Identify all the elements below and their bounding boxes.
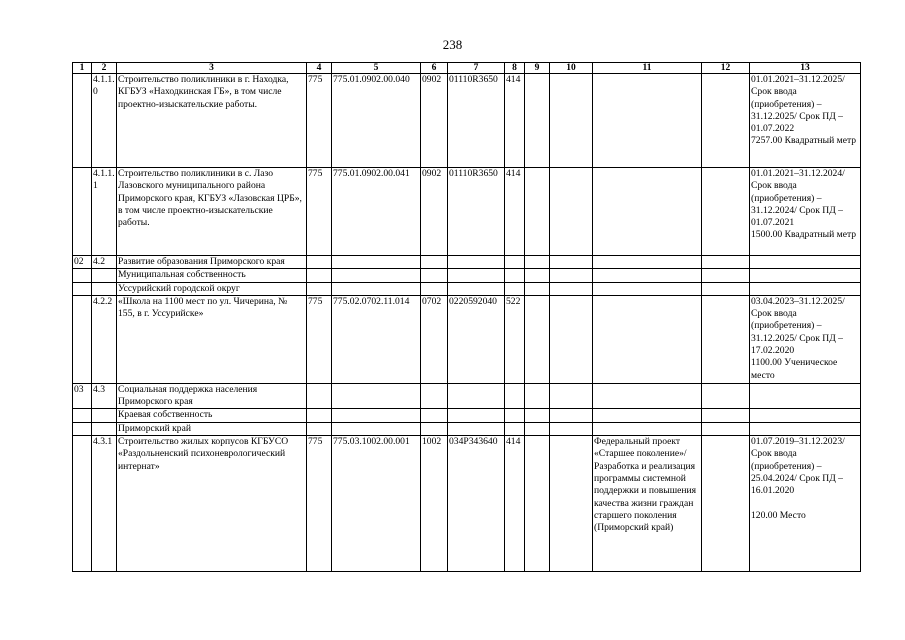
table-body [73,74,861,572]
header-row [73,63,861,74]
budget-table [72,62,861,572]
cell-col-1: 02 [73,256,92,269]
column-header-6: 6 [421,63,448,74]
cell-col-11 [593,383,702,409]
cell-col-5: 775.02.0702.11.014 [332,295,421,383]
cell-col-2: 4.2.2 [92,295,117,383]
cell-col-11 [593,295,702,383]
cell-col-1 [73,282,92,295]
cell-col-9 [525,383,550,409]
cell-col-4 [307,383,332,409]
cell-col-6 [421,409,448,422]
cell-col-2 [92,269,117,282]
cell-col-1: 03 [73,383,92,409]
cell-col-5 [332,422,421,435]
cell-col-13: 01.01.2021–31.12.2024/ Срок ввода (приобретения) – 31.12.2024/ Срок ПД – 01.07.2021 1500.00 Квадратный метр [750,168,861,256]
cell-col-8 [505,269,525,282]
cell-col-10 [550,436,593,572]
cell-col-12 [702,282,750,295]
column-header-2: 2 [92,63,117,74]
column-header-9: 9 [525,63,550,74]
cell-col-12 [702,269,750,282]
cell-col-4 [307,282,332,295]
section-row [73,269,861,282]
cell-col-12 [702,74,750,168]
cell-col-10 [550,168,593,256]
cell-col-13 [750,282,861,295]
cell-col-3: Уссурийский городской округ [117,282,307,295]
cell-col-5 [332,409,421,422]
cell-col-10 [550,422,593,435]
cell-col-1 [73,436,92,572]
cell-col-5: 775.01.0902.00.041 [332,168,421,256]
table-row [73,168,861,256]
cell-col-10 [550,269,593,282]
cell-col-11 [593,256,702,269]
cell-col-6 [421,422,448,435]
cell-col-12 [702,436,750,572]
cell-col-7 [448,269,505,282]
cell-col-10 [550,256,593,269]
cell-col-13 [750,383,861,409]
cell-col-3: Муниципальная собственность [117,269,307,282]
cell-col-11 [593,422,702,435]
cell-col-13: 03.04.2023–31.12.2025/ Срок ввода (приобретения) – 31.12.2025/ Срок ПД – 17.02.2020 1100.00 Ученическое место [750,295,861,383]
cell-col-7 [448,383,505,409]
cell-col-1 [73,422,92,435]
cell-col-8 [505,383,525,409]
cell-col-4 [307,256,332,269]
cell-col-5 [332,383,421,409]
cell-col-1 [73,74,92,168]
cell-col-9 [525,74,550,168]
cell-col-12 [702,168,750,256]
page-number: 238 [442,37,463,52]
cell-col-7 [448,409,505,422]
cell-col-13: 01.07.2019–31.12.2023/ Срок ввода (приобретения) – 25.04.2024/ Срок ПД – 16.01.2020 120.00 Место [750,436,861,572]
cell-col-12 [702,422,750,435]
column-header-1: 1 [73,63,92,74]
cell-col-6 [421,383,448,409]
cell-col-6: 1002 [421,436,448,572]
cell-col-9 [525,168,550,256]
cell-col-12 [702,383,750,409]
cell-col-8 [505,256,525,269]
cell-col-9 [525,422,550,435]
cell-col-13 [750,409,861,422]
cell-col-11: Федеральный проект «Старшее поколение»/Разработка и реализация программы системной поддержки и повышения качества жизни граждан старшего поколения (Приморский край) [593,436,702,572]
cell-col-3: Социальная поддержка населения Приморского края [117,383,307,409]
cell-col-10 [550,383,593,409]
cell-col-7 [448,282,505,295]
cell-col-10 [550,409,593,422]
cell-col-6: 0702 [421,295,448,383]
cell-col-5 [332,256,421,269]
cell-col-9 [525,256,550,269]
cell-col-2 [92,409,117,422]
cell-col-6 [421,282,448,295]
cell-col-7: 01110R3650 [448,74,505,168]
cell-col-13 [750,256,861,269]
cell-col-7: 01110R3650 [448,168,505,256]
cell-col-2: 4.3.1 [92,436,117,572]
cell-col-2 [92,422,117,435]
cell-col-11 [593,168,702,256]
cell-col-2: 4.2 [92,256,117,269]
cell-col-7 [448,256,505,269]
cell-col-7: 0220592040 [448,295,505,383]
cell-col-12 [702,409,750,422]
table-row [73,436,861,572]
cell-col-3: Развитие образования Приморского края [117,256,307,269]
cell-col-11 [593,282,702,295]
cell-col-4 [307,269,332,282]
section-row [73,383,861,409]
cell-col-8: 414 [505,74,525,168]
cell-col-4: 775 [307,168,332,256]
cell-col-3: Строительство поликлиники в с. Лазо Лазовского муниципального района Приморского края, КГБУЗ «Лазовская ЦРБ», в том числе проектно-изыскательские работы. [117,168,307,256]
section-row [73,256,861,269]
cell-col-11 [593,409,702,422]
cell-col-13 [750,269,861,282]
cell-col-11 [593,74,702,168]
cell-col-12 [702,256,750,269]
cell-col-8 [505,409,525,422]
cell-col-6: 0902 [421,74,448,168]
column-header-10: 10 [550,63,593,74]
cell-col-3: Краевая собственность [117,409,307,422]
cell-col-9 [525,409,550,422]
cell-col-5: 775.03.1002.00.001 [332,436,421,572]
cell-col-13 [750,422,861,435]
cell-col-13: 01.01.2021–31.12.2025/ Срок ввода (приобретения) – 31.12.2025/ Срок ПД – 01.07.2022 7257.00 Квадратный метр [750,74,861,168]
cell-col-12 [702,295,750,383]
cell-col-8 [505,282,525,295]
cell-col-1 [73,409,92,422]
cell-col-2: 4.1.1.0 [92,74,117,168]
cell-col-10 [550,74,593,168]
cell-col-3: «Школа на 1100 мест по ул. Чичерина, № 155, в г. Уссурийске» [117,295,307,383]
table-row [73,295,861,383]
cell-col-4 [307,422,332,435]
cell-col-2: 4.3 [92,383,117,409]
cell-col-4: 775 [307,436,332,572]
cell-col-6 [421,256,448,269]
cell-col-3: Строительство поликлиники в г. Находка, КГБУЗ «Находкинская ГБ», в том числе проектно-изыскательские работы. [117,74,307,168]
column-header-13: 13 [750,63,861,74]
cell-col-1 [73,269,92,282]
column-header-8: 8 [505,63,525,74]
cell-col-4: 775 [307,74,332,168]
column-header-7: 7 [448,63,505,74]
cell-col-9 [525,282,550,295]
cell-col-7 [448,422,505,435]
table-row [73,74,861,168]
cell-col-5 [332,282,421,295]
cell-col-6: 0902 [421,168,448,256]
cell-col-4 [307,409,332,422]
column-header-4: 4 [307,63,332,74]
cell-col-7: 034P343640 [448,436,505,572]
section-row [73,282,861,295]
cell-col-10 [550,295,593,383]
cell-col-3: Строительство жилых корпусов КГБУСО «Раздольненский психоневрологический интернат» [117,436,307,572]
cell-col-5 [332,269,421,282]
cell-col-11 [593,269,702,282]
section-row [73,422,861,435]
cell-col-1 [73,168,92,256]
cell-col-4: 775 [307,295,332,383]
column-header-12: 12 [702,63,750,74]
cell-col-6 [421,269,448,282]
cell-col-3: Приморский край [117,422,307,435]
column-header-11: 11 [593,63,702,74]
column-header-3: 3 [117,63,307,74]
cell-col-5: 775.01.0902.00.040 [332,74,421,168]
cell-col-10 [550,282,593,295]
cell-col-2: 4.1.1.1 [92,168,117,256]
cell-col-8 [505,422,525,435]
column-header-5: 5 [332,63,421,74]
cell-col-8: 522 [505,295,525,383]
cell-col-8: 414 [505,436,525,572]
cell-col-2 [92,282,117,295]
section-row [73,409,861,422]
cell-col-9 [525,436,550,572]
cell-col-9 [525,269,550,282]
cell-col-8: 414 [505,168,525,256]
cell-col-1 [73,295,92,383]
cell-col-9 [525,295,550,383]
